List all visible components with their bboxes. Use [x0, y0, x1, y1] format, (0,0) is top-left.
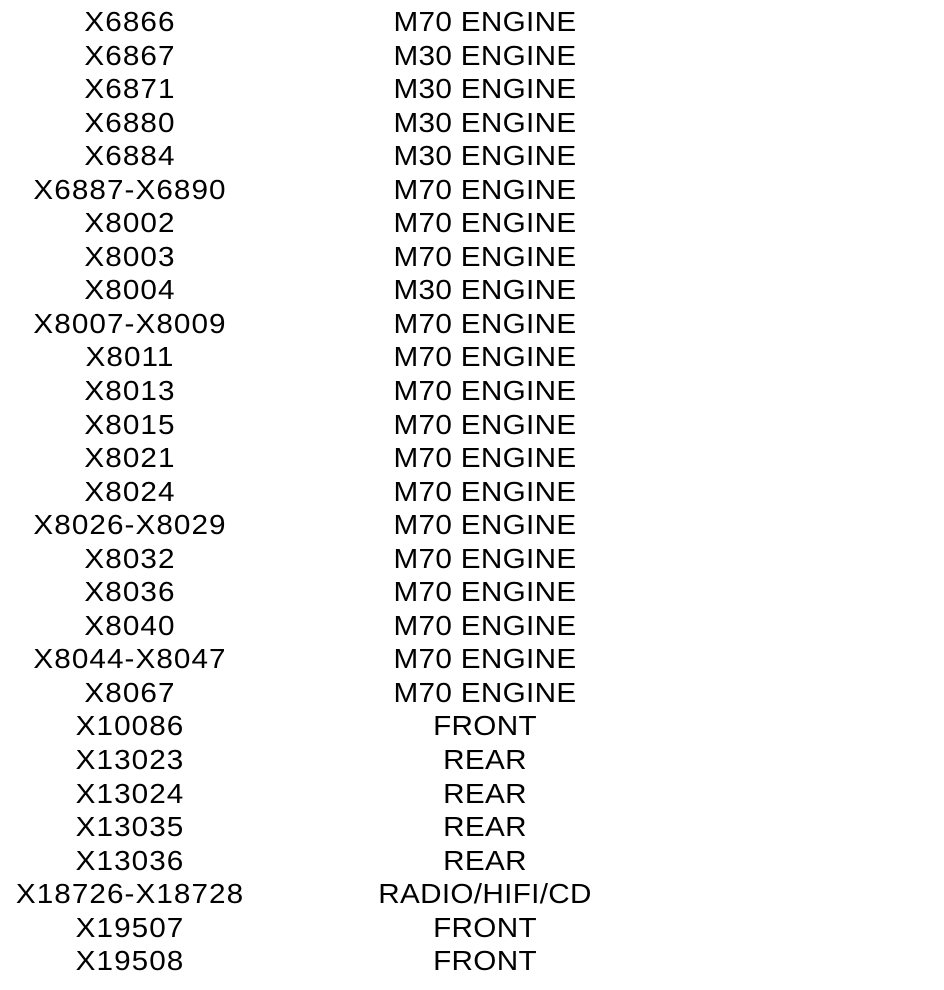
connector-location: FRONT: [433, 945, 537, 977]
connector-code: X13035: [75, 811, 185, 843]
connector-location: M70 ENGINE: [393, 375, 577, 407]
connector-location: M30 ENGINE: [393, 73, 577, 105]
connector-location: REAR: [443, 777, 527, 809]
connector-location: M70 ENGINE: [393, 240, 577, 272]
connector-location: M70 ENGINE: [393, 408, 577, 440]
connector-code: X19508: [75, 945, 185, 977]
table-row: [0, 39, 944, 73]
connector-code: X6884: [84, 140, 176, 172]
connector-location: M30 ENGINE: [393, 274, 577, 306]
table-row: [0, 106, 944, 140]
table-row: [0, 609, 944, 643]
table-row: [0, 743, 944, 777]
table-row: [0, 810, 944, 844]
connector-location: RADIO/HIFI/CD: [378, 878, 592, 910]
connector-code: X8067: [84, 676, 176, 708]
connector-location: M70 ENGINE: [393, 576, 577, 608]
table-row: [0, 944, 944, 978]
connector-location: M30 ENGINE: [393, 140, 577, 172]
table-row: [0, 374, 944, 408]
connector-code: X13023: [75, 744, 185, 776]
connector-location: M70 ENGINE: [393, 609, 577, 641]
connector-code: X6871: [84, 73, 176, 105]
connector-code: X13024: [75, 777, 185, 809]
connector-code: X8021: [84, 442, 176, 474]
connector-code: X8007-X8009: [33, 307, 227, 339]
connector-code: X18726-X18728: [15, 878, 245, 910]
table-row: [0, 844, 944, 878]
connector-code: X6867: [84, 39, 176, 71]
table-row: [0, 273, 944, 307]
connector-code: X8040: [84, 609, 176, 641]
table-row: [0, 240, 944, 274]
table-row: [0, 5, 944, 39]
connector-code: X8002: [84, 207, 176, 239]
connector-location: M30 ENGINE: [393, 39, 577, 71]
connector-code: X8036: [84, 576, 176, 608]
connector-code: X8011: [85, 341, 175, 373]
table-row: [0, 777, 944, 811]
connector-location: M70 ENGINE: [393, 475, 577, 507]
table-row: [0, 911, 944, 945]
table-row: [0, 642, 944, 676]
connector-location: M70 ENGINE: [393, 442, 577, 474]
connector-location: FRONT: [433, 710, 537, 742]
connector-code: X8003: [84, 240, 176, 272]
connector-code: X6880: [84, 106, 176, 138]
connector-code: X13036: [75, 844, 185, 876]
connector-location: M70 ENGINE: [393, 542, 577, 574]
connector-code: X19507: [75, 911, 185, 943]
connector-location: M70 ENGINE: [393, 509, 577, 541]
table-row: [0, 206, 944, 240]
connector-location: M70 ENGINE: [393, 173, 577, 205]
connector-location: M70 ENGINE: [393, 307, 577, 339]
connector-code: X8026-X8029: [33, 509, 227, 541]
table-row: [0, 475, 944, 509]
table-row: [0, 508, 944, 542]
table-row: [0, 441, 944, 475]
table-row: [0, 877, 944, 911]
connector-location: REAR: [443, 811, 527, 843]
connector-location: M30 ENGINE: [393, 106, 577, 138]
connector-location: REAR: [443, 844, 527, 876]
table-row: [0, 542, 944, 576]
connector-code: X6866: [84, 6, 176, 37]
table-row: [0, 709, 944, 743]
connector-code: X8015: [84, 408, 176, 440]
table-row: [0, 139, 944, 173]
connector-location: REAR: [443, 744, 527, 776]
connector-code: X8032: [84, 542, 176, 574]
connector-location: FRONT: [433, 911, 537, 943]
table-row: [0, 72, 944, 106]
table-row: [0, 340, 944, 374]
table-row: [0, 408, 944, 442]
connector-location-table: [0, 5, 944, 978]
table-row: [0, 676, 944, 710]
connector-code: X8044-X8047: [33, 643, 227, 675]
connector-location: M70 ENGINE: [393, 643, 577, 675]
connector-code: X10086: [75, 710, 185, 742]
connector-code: X8013: [84, 375, 176, 407]
table-row: [0, 575, 944, 609]
connector-location: M70 ENGINE: [393, 6, 577, 37]
connector-location: M70 ENGINE: [393, 207, 577, 239]
connector-code: X8004: [84, 274, 176, 306]
connector-location: M70 ENGINE: [393, 341, 577, 373]
connector-code: X8024: [84, 475, 176, 507]
connector-code: X6887-X6890: [33, 173, 227, 205]
table-row: [0, 307, 944, 341]
connector-location: M70 ENGINE: [393, 676, 577, 708]
table-row: [0, 173, 944, 207]
